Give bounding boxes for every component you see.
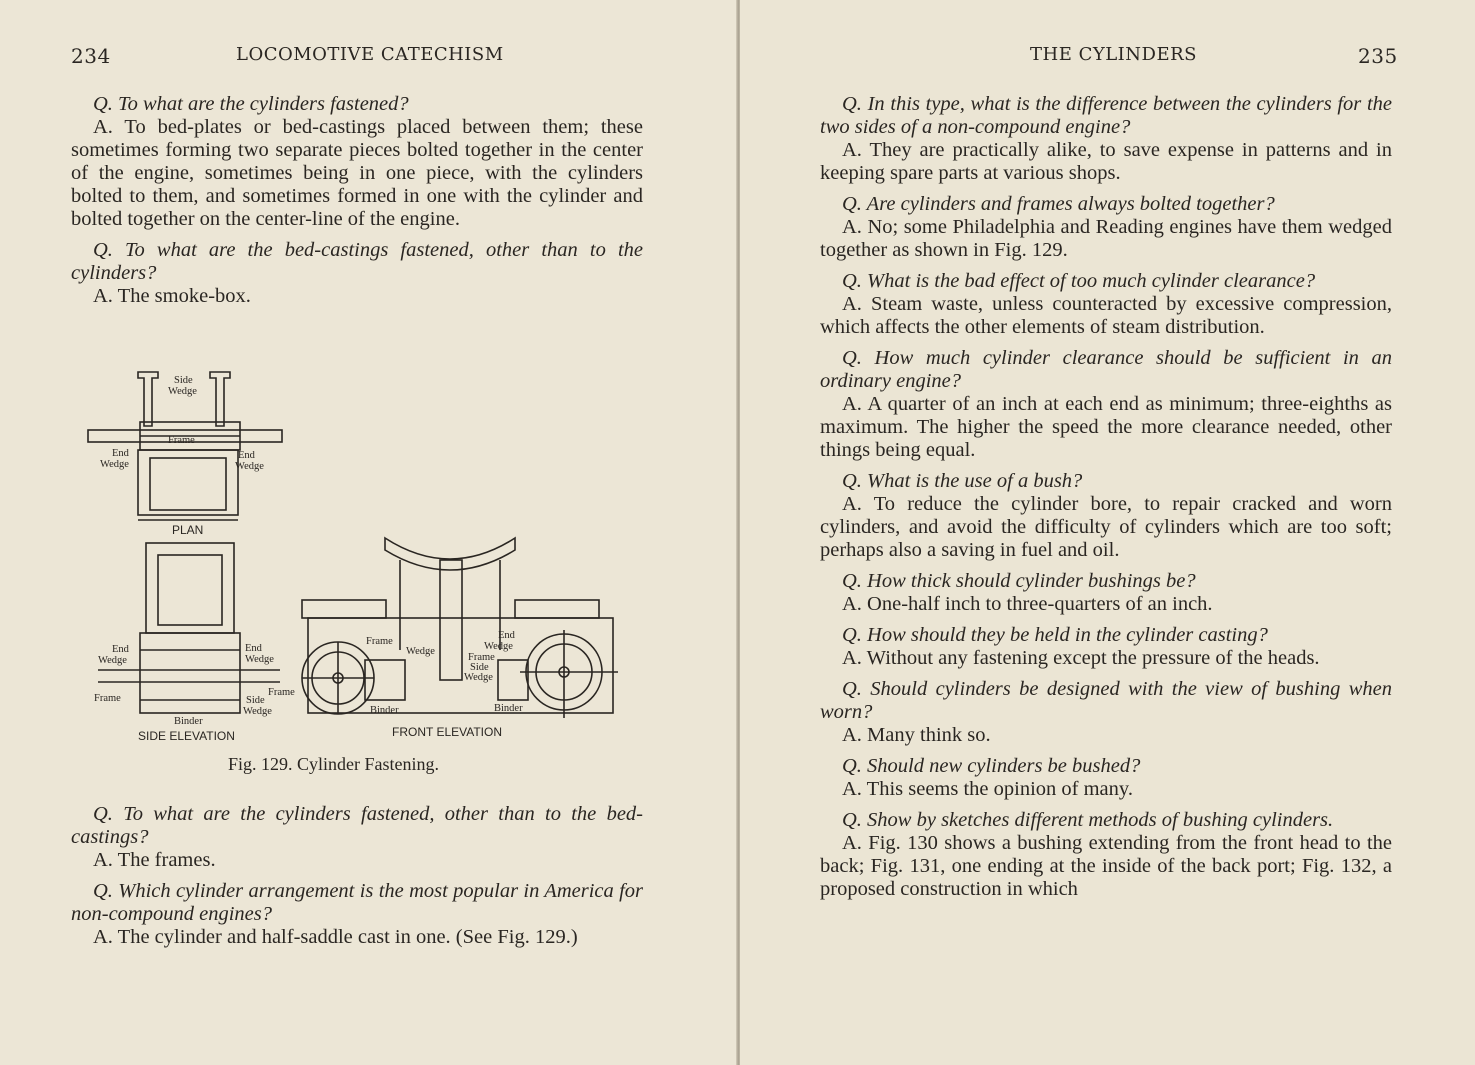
right-running-head: THE CYLINDERS — [1030, 44, 1197, 65]
label-side: Side — [246, 695, 265, 706]
qa-item — [71, 880, 643, 949]
right-page — [740, 0, 1475, 1065]
label-side: Side — [174, 375, 193, 386]
qa-item — [820, 624, 1392, 670]
answer: A. Fig. 130 shows a bushing extending from the front head to the back; Fig. 131, one ending at the inside of the back port; Fig. 132, a proposed construction in which — [820, 832, 1392, 900]
left-qa-top — [71, 93, 643, 316]
question: Q. To what are the bed-castings fastened, other than to the cylinders? — [71, 239, 643, 284]
question: Q. To what are the cylinders fastened, other than to the bed-castings? — [71, 803, 643, 848]
label-end: End — [498, 630, 515, 641]
question: Q. How much cylinder clearance should be sufficient in an ordinary engine? — [820, 347, 1392, 392]
label-wedge: Wedge — [245, 654, 274, 665]
front-saddle-top — [385, 538, 515, 570]
question: Q. Are cylinders and frames always bolted together? — [842, 193, 1275, 215]
label-frame: Frame — [468, 652, 495, 663]
answer: A. This seems the opinion of many. — [842, 778, 1133, 800]
qa-item — [820, 347, 1392, 462]
left-running-head: LOCOMOTIVE CATECHISM — [236, 44, 504, 65]
label-front-elevation: FRONT ELEVATION — [392, 725, 503, 739]
qa-item — [820, 678, 1392, 747]
label-end: End — [245, 643, 262, 654]
qa-item — [820, 93, 1392, 185]
question: Q. To what are the cylinders fastened? — [93, 93, 409, 115]
answer: A. No; some Philadelphia and Reading engines have them wedged together as shown in Fig. 129. — [820, 216, 1392, 261]
label-side-elevation: SIDE ELEVATION — [138, 729, 235, 743]
front-right-binder — [498, 660, 528, 700]
answer: A. To bed-plates or bed-castings placed between them; these sometimes forming two separate pieces bolted together in the center of the engine, sometimes being in one piece, with the cylinders bolted to them, and sometimes formed in one with the cylinder and bolted together on the center-line of the engine. — [71, 116, 643, 230]
question: Q. How thick should cylinder bushings be? — [842, 570, 1196, 592]
plan-cylinder-inner — [150, 458, 226, 510]
answer: A. One-half inch to three-quarters of an inch. — [842, 593, 1213, 615]
label-wedge: Wedge — [98, 655, 127, 666]
question: Q. Should cylinders be designed with the view of bushing when worn? — [820, 678, 1392, 723]
question: Q. How should they be held in the cylinder casting? — [842, 624, 1268, 646]
plan-side-wedge-left — [138, 372, 158, 426]
label-end: End — [112, 448, 129, 459]
side-elevation-lower — [140, 633, 240, 713]
qa-item — [71, 239, 643, 308]
answer: A. The smoke-box. — [93, 285, 251, 307]
answer: A. They are practically alike, to save expense in patterns and in keeping spare parts at various shops. — [820, 139, 1392, 184]
question: Q. Which cylinder arrangement is the most popular in America for non-compound engines? — [71, 880, 643, 925]
label-wedge: Wedge — [168, 386, 197, 397]
answer: A. To reduce the cylinder bore, to repair cracked and worn cylinders, and avoid the difficulty of cylinders which are too soft; perhaps also a saving in fuel and oil. — [820, 493, 1392, 561]
front-left-steam-chest — [302, 600, 386, 618]
label-side: Side — [470, 662, 489, 673]
left-page-number: 234 — [71, 44, 111, 68]
figure-caption: Fig. 129. Cylinder Fastening. — [228, 754, 439, 774]
answer: A. Many think so. — [842, 724, 991, 746]
label-plan: PLAN — [172, 523, 204, 537]
qa-item — [820, 570, 1392, 616]
label-frame: Frame — [268, 687, 295, 698]
label-frame: Frame — [168, 435, 195, 446]
right-page-number: 235 — [1358, 44, 1398, 68]
qa-item — [820, 755, 1392, 801]
answer: A. Without any fastening except the pressure of the heads. — [842, 647, 1320, 669]
side-elevation-upper — [146, 543, 234, 633]
plan-cylinder-body — [138, 450, 238, 515]
label-wedge: Wedge — [484, 641, 513, 652]
label-wedge: Wedge — [235, 461, 264, 472]
front-center-frame — [440, 560, 462, 680]
left-qa-bottom — [71, 803, 643, 957]
label-wedge: Wedge — [464, 672, 493, 683]
answer: A. The cylinder and half-saddle cast in one. (See Fig. 129.) — [93, 926, 578, 948]
label-wedge: Wedge — [243, 706, 272, 717]
question: Q. In this type, what is the difference between the cylinders for the two sides of a non-compound engine? — [820, 93, 1392, 138]
qa-item — [71, 93, 643, 231]
cylinder-fastening-figure — [80, 360, 625, 750]
question: Q. Show by sketches different methods of bushing cylinders. — [842, 809, 1334, 831]
label-end: End — [238, 450, 255, 461]
front-right-steam-chest — [515, 600, 599, 618]
right-qa-list — [820, 93, 1392, 909]
answer: A. Steam waste, unless counteracted by excessive compression, which affects the other elements of steam distribution. — [820, 293, 1392, 338]
answer: A. The frames. — [93, 849, 216, 871]
qa-item — [820, 193, 1392, 262]
label-binder: Binder — [370, 705, 399, 716]
plan-side-wedge-right — [210, 372, 230, 426]
label-frame: Frame — [366, 636, 393, 647]
label-wedge: Wedge — [100, 459, 129, 470]
label-binder: Binder — [174, 716, 203, 727]
question: Q. Should new cylinders be bushed? — [842, 755, 1141, 777]
qa-item — [820, 270, 1392, 339]
qa-item — [820, 809, 1392, 901]
label-end: End — [112, 644, 129, 655]
qa-item — [71, 803, 643, 872]
answer: A. A quarter of an inch at each end as minimum; three-eighths as maximum. The higher the speed the more clearance needed, other things being equal. — [820, 393, 1392, 461]
question: Q. What is the use of a bush? — [842, 470, 1083, 492]
question: Q. What is the bad effect of too much cylinder clearance? — [842, 270, 1316, 292]
label-wedge: Wedge — [406, 646, 435, 657]
label-frame: Frame — [94, 693, 121, 704]
qa-item — [820, 470, 1392, 562]
label-binder: Binder — [494, 703, 523, 714]
